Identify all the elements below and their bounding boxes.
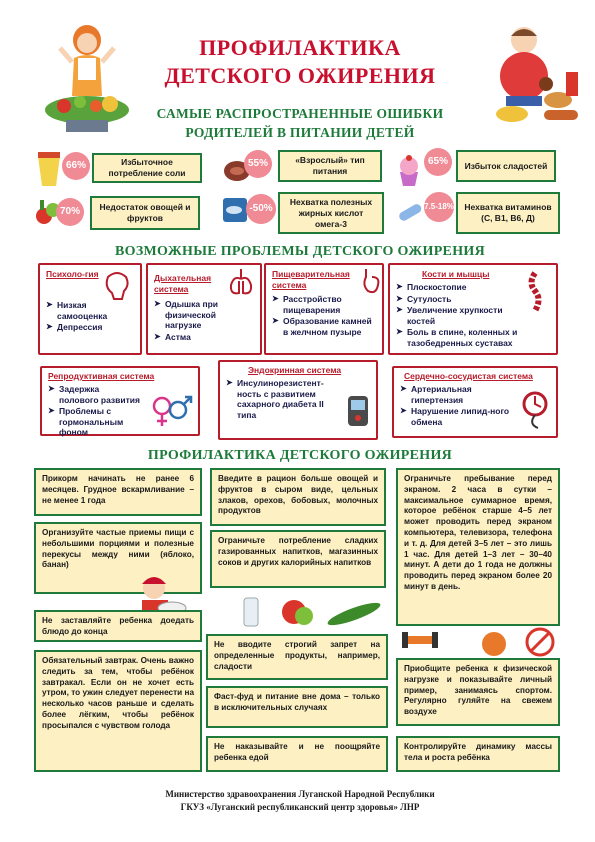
problem-title: Кости и мышцы (422, 269, 490, 279)
list-item: ➤ Плоскостопие (396, 282, 522, 293)
page-subtitle (120, 104, 480, 142)
list-item: ➤ Нарушение липид-ного обмена (400, 406, 518, 427)
title-line-1: ПРОФИЛАКТИКА (199, 35, 401, 60)
footer (100, 788, 500, 814)
list-item: ➤ Одышка при физической нагрузке (154, 299, 254, 331)
problem-cardiovascular (392, 366, 558, 438)
problem-list (226, 378, 336, 420)
mistake-percent-badge: 55% (244, 150, 272, 178)
tip-complementary-feeding: Прикорм начинать не ранее 6 месяцев. Грудное вскармливание – не менее 1 года (34, 468, 202, 516)
mistake-percent-badge: 66% (62, 152, 90, 180)
problem-list (46, 300, 134, 333)
prevention-heading: ПРОФИЛАКТИКА ДЕТСКОГО ОЖИРЕНИЯ (147, 448, 453, 463)
mistake-vitamins: Нехватка витаминов (С, В1, В6, Д) (456, 192, 560, 234)
list-item: ➤ Артериальная гипертензия (400, 384, 518, 405)
vitamin-pills-icon (396, 198, 424, 226)
page-title (150, 34, 450, 90)
mistake-salt: Избыточное потребление соли (92, 153, 202, 183)
mistake-adult-diet: «Взрослый» тип питания (278, 150, 382, 182)
problem-title: Дыхательная система (154, 273, 212, 294)
blood-pressure-icon (518, 388, 552, 430)
problem-title: Эндокринная система (248, 365, 342, 375)
title-line-2: ДЕТСКОГО ОЖИРЕНИЯ (164, 63, 436, 88)
problem-respiratory (146, 263, 262, 355)
boy-with-fast-food-illustration (484, 18, 584, 130)
mistake-omega3: Нехватка полезных жирных кислот омега-3 (278, 192, 384, 234)
list-item: ➤ Астма (154, 332, 254, 343)
list-item: ➤ Депрессия (46, 322, 134, 333)
mistake-sweets: Избыток сладостей (456, 150, 556, 182)
subtitle-line-2: РОДИТЕЛЕЙ В ПИТАНИИ ДЕТЕЙ (185, 125, 415, 140)
footer-line-1: Министерство здравоохранения Луганской Народной Республики (165, 789, 435, 799)
tip-limit-sugary-drinks: Ограничьте потребление сладких газированных напитков, магазинных соков и других калорийных напитков (210, 530, 386, 588)
sport-equipment-illustration (400, 626, 560, 660)
tip-fast-food: Фаст-фуд и питание вне дома – только в исключительных случаях (206, 686, 388, 728)
problem-digestive (264, 263, 384, 355)
problem-reproductive (40, 366, 200, 436)
mistake-percent-badge: 7.5-18% (424, 192, 454, 222)
footer-line-2: ГКУЗ «Луганский республиканский центр здоровья» ЛНР (180, 802, 420, 812)
problem-list (400, 384, 518, 427)
subtitle-line-1: САМЫЕ РАСПРОСТРАНЕННЫЕ ОШИБКИ (156, 106, 444, 121)
mistake-percent-badge: 70% (56, 198, 84, 226)
mistake-percent-badge: 65% (424, 148, 452, 176)
problem-list (396, 282, 522, 348)
lungs-icon (226, 267, 256, 297)
problem-title: Психоло-гия (46, 269, 99, 279)
list-item: ➤ Сутулость (396, 294, 522, 305)
gender-symbols-icon (148, 390, 194, 430)
problems-heading: ВОЗМОЖНЫЕ ПРОБЛЕМЫ ДЕТСКОГО ОЖИРЕНИЯ (115, 244, 485, 259)
tip-monitor-weight: Контролируйте динамику массы тела и роста ребёнка (396, 736, 560, 772)
mistake-percent-badge: -50% (246, 194, 276, 224)
problem-endocrine (218, 360, 378, 440)
problem-title: Сердечно-сосудистая система (404, 371, 533, 381)
list-item: ➤ Проблемы с гормональным фоном (48, 406, 140, 438)
tip-physical-activity: Приобщите ребенка к физической нагрузке и показывайте личный пример, занимаясь спортом. Регулярно гуляйте на свежем воздухе (396, 658, 560, 726)
problem-list (48, 384, 140, 438)
tip-no-strict-ban: Не вводите строгий запрет на определенные продукты, например, сладости (206, 634, 388, 680)
spine-icon (520, 271, 550, 313)
mistake-vegetables: Недостаток овощей и фруктов (90, 196, 200, 230)
list-item: ➤ Боль в спине, коленных и тазобедренных суставах (396, 327, 546, 348)
tip-no-force-finish: Не заставляйте ребенка доедать блюдо до конца (34, 610, 202, 642)
list-item: ➤ Увеличение хрупкости костей (396, 305, 522, 326)
tip-breakfast: Обязательный завтрак. Очень важно следить за тем, чтобы ребёнок завтракал. Если он не хочет есть утром, то ужин следует перенести на несколько часов раньше и сделать более лёгким, чтобы ребёнок просыпался с чувством голода (34, 650, 202, 772)
list-item: ➤ Низкая самооценка (46, 300, 134, 321)
tip-no-food-reward: Не наказывайте и не поощряйте ребенка едой (206, 736, 388, 772)
healthy-food-illustration (224, 592, 394, 630)
problem-title: Репродуктивная система (48, 371, 155, 381)
list-item: ➤ Задержка полового развития (48, 384, 140, 405)
salt-icon (34, 150, 64, 188)
brain-icon (102, 269, 132, 301)
list-item: ➤ Инсулинорезистент-ность с развитием сахарного диабета II типа (226, 378, 336, 420)
problem-list (154, 299, 254, 342)
glucometer-icon (344, 390, 372, 430)
list-item: ➤ Расстройство пищеварения (272, 294, 376, 315)
tip-screen-time: Ограничьте пребывание перед экраном. 2 часа в сутки – максимальное суммарное время, которое ребёнок старше 4–5 лет может проводить перед экраном компьютера, телевизора, телефона и т. д. Для детей 3–5 лет – это лишь 1 час. Для детей 1–3 лет – 30–40 минут. А дети до 1 года не должны проводить перед экраном более 20 минут в день. (396, 468, 560, 626)
problem-list (272, 294, 376, 337)
list-item: ➤ Образование камней в желчном пузыре (272, 316, 376, 337)
tip-frequent-meals: Организуйте частые приемы пищи с небольшими порциями и полезные перекусы между ними (яблоко, банан) (34, 522, 202, 594)
problem-title: Пищеварительная система (272, 269, 350, 290)
cupcake-icon (394, 154, 424, 188)
problem-bones-muscles (388, 263, 558, 355)
problem-psychology (38, 263, 142, 355)
tip-raw-vegetables: Введите в рацион больше овощей и фруктов в сыром виде, цельных злаков, орехов, бобовых, молочных продуктов (210, 468, 386, 526)
stomach-icon (360, 267, 382, 297)
